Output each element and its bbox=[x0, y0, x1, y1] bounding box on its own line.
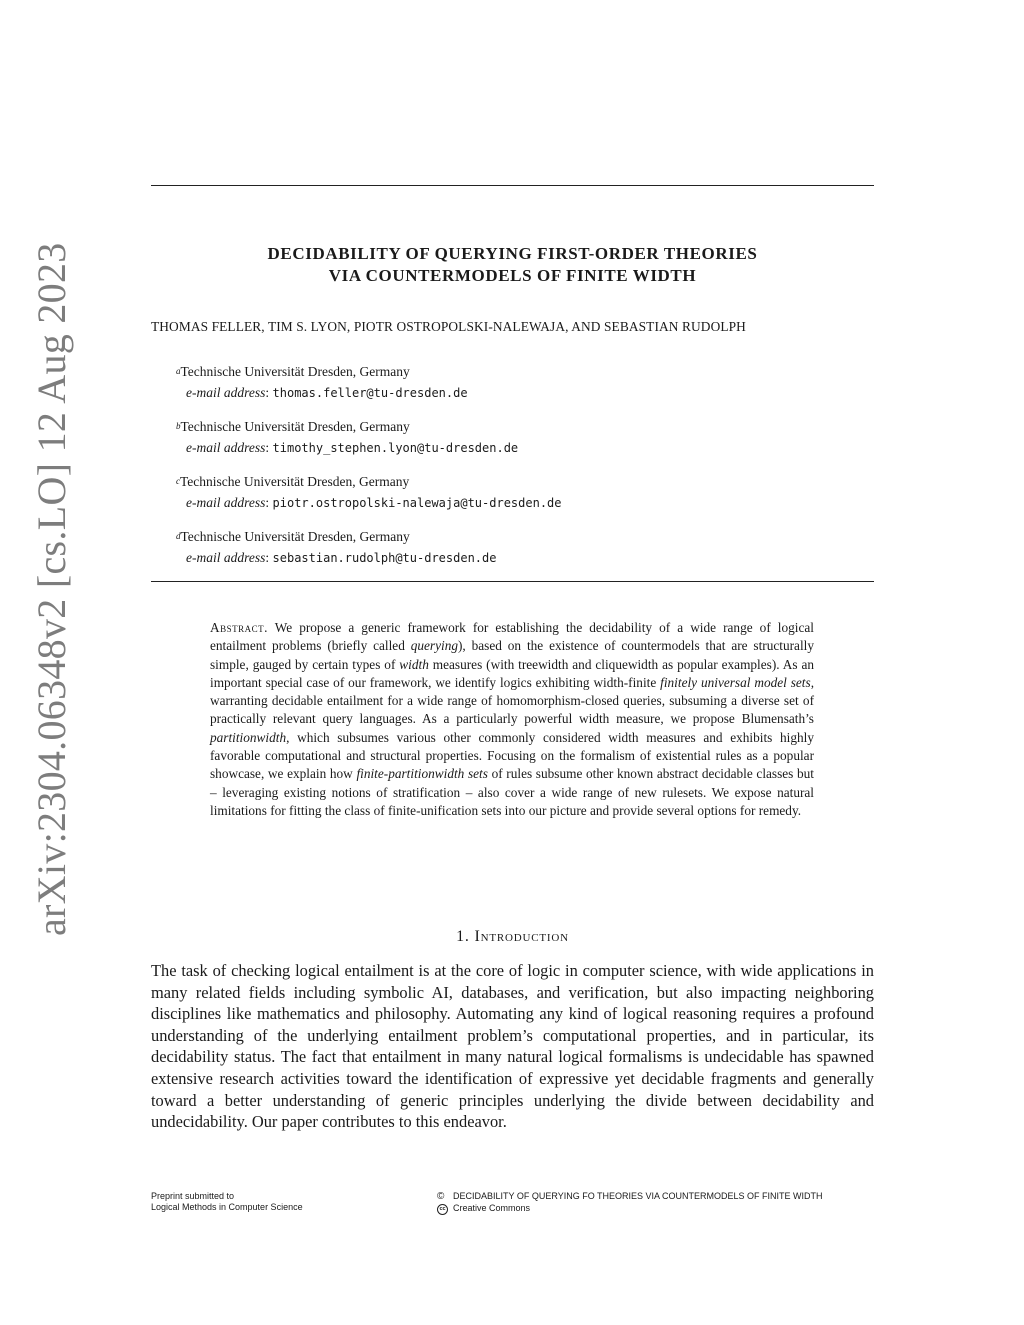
email-label: e-mail address bbox=[186, 440, 266, 455]
footer-license bbox=[437, 1191, 823, 1215]
section-heading-introduction: 1. Introduction bbox=[456, 928, 569, 945]
author-list: THOMAS FELLER, TIM S. LYON, PIOTR OSTROPOLSKI-NALEWAJA, AND SEBASTIAN RUDOLPH bbox=[151, 319, 746, 334]
paper-title bbox=[151, 243, 874, 287]
abstract-text: , warranting decidable entailment for a wide range of homomorphism-closed queries, subsuming a diverse set of practically relevant query languages. As a particularly powerful width measure, we propose Blumensath’s bbox=[210, 674, 815, 727]
affiliation-d: $^d$Technische Universität Dresden, Germany e-mail address: sebastian.rudolph@tu-dresden.de bbox=[176, 529, 497, 565]
abstract-emphasis: finitely universal model sets bbox=[660, 674, 811, 690]
abstract-emphasis: querying bbox=[410, 638, 458, 654]
title-line-1: DECIDABILITY OF QUERYING FIRST-ORDER THEORIES bbox=[267, 244, 758, 263]
affiliation-institution: Technische Universität Dresden, Germany bbox=[180, 474, 410, 489]
affiliation-institution: Technische Universität Dresden, Germany bbox=[180, 419, 410, 434]
footer-license-name[interactable]: Creative Commons bbox=[453, 1203, 531, 1213]
affiliation-b: $^b$Technische Universität Dresden, Germany e-mail address: timothy_stephen.lyon@tu-dresden.de bbox=[176, 419, 519, 455]
abstract bbox=[210, 619, 814, 820]
email-address[interactable]: sebastian.rudolph@tu-dresden.de bbox=[272, 551, 497, 565]
footer-preprint-note: Preprint submitted to bbox=[151, 1191, 235, 1201]
affiliation-mark: a bbox=[176, 366, 181, 376]
abstract-text: , which subsumes various other commonly considered width measures and exhibits highly favorable computational and structural properties. Focusing on the formalism of existential rules as a popular showcase, we explain how bbox=[210, 729, 814, 782]
abstract-text: of rules subsume other known abstract decidable classes but – leveraging existing notions of stratification – also cover a wide range of new rulesets. We expose natural limitations for fitting the class of finite-unification sets into our picture and provide several options for remedy. bbox=[210, 766, 815, 818]
affiliation-mark: b bbox=[176, 421, 181, 431]
affiliation-rule bbox=[151, 581, 874, 582]
abstract-text: ), based on the existence of countermodels that are structurally simple, gauged by certain types of bbox=[210, 638, 814, 672]
email-address[interactable]: piotr.ostropolski-nalewaja@tu-dresden.de bbox=[272, 496, 562, 510]
abstract-text: We propose a generic framework for establishing the decidability of a wide range of logical entailment problems (briefly called bbox=[210, 620, 814, 654]
affiliation-mark: c bbox=[176, 476, 180, 486]
footer-short-title: DECIDABILITY OF QUERYING FO THEORIES VIA COUNTERMODELS OF FINITE WIDTH bbox=[453, 1191, 823, 1201]
email-address[interactable]: thomas.feller@tu-dresden.de bbox=[272, 386, 468, 400]
abstract-emphasis: partitionwidth bbox=[210, 729, 287, 745]
email-address[interactable]: timothy_stephen.lyon@tu-dresden.de bbox=[272, 441, 519, 455]
top-rule bbox=[151, 185, 874, 186]
affiliation-institution: Technische Universität Dresden, Germany bbox=[180, 364, 410, 379]
affiliation-a: $^a$Technische Universität Dresden, Germany e-mail address: thomas.feller@tu-dresden.de bbox=[176, 364, 468, 400]
abstract-emphasis: finite-partitionwidth sets bbox=[356, 766, 488, 782]
footer-venue bbox=[151, 1191, 303, 1213]
copyright-icon: © bbox=[437, 1191, 445, 1202]
introduction-paragraph: The task of checking logical entailment is at the core of logic in computer science, with wide applications in many related fields including symbolic AI, databases, and verification, but also impacting neighboring disciplines like mathematics and philosophy. Automating any kind of logical reasoning requires a profound understanding of the underlying entailment problem’s computational properties, and in particular, its decidability status. The fact that entailment in many natural logical formalisms is undecidable has spawned extensive research activities toward the identification of expressive yet decidable fragments and generally toward a better understanding of generic principles underlying the divide between decidability and undecidability. Our paper contributes to this endeavor. bbox=[151, 961, 874, 1132]
abstract-emphasis: width bbox=[399, 656, 429, 672]
email-label: e-mail address bbox=[186, 550, 266, 565]
footer-journal: Logical Methods in Computer Science bbox=[151, 1202, 303, 1212]
email-label: e-mail address bbox=[186, 385, 266, 400]
affiliation-institution: Technische Universität Dresden, Germany bbox=[180, 529, 410, 544]
creative-commons-icon: cc bbox=[437, 1204, 448, 1215]
affiliation-c: $^c$Technische Universität Dresden, Germany e-mail address: piotr.ostropolski-nalewaja@tu-dresden.de bbox=[176, 474, 562, 510]
title-line-2: VIA COUNTERMODELS OF FINITE WIDTH bbox=[328, 266, 697, 285]
abstract-label: Abstract. bbox=[210, 620, 268, 635]
arxiv-identifier: arXiv:2304.06348v2 [cs.LO] 12 Aug 2023 bbox=[29, 242, 74, 936]
affiliation-mark: d bbox=[176, 531, 181, 541]
abstract-text: measures (with treewidth and cliquewidth as popular examples). As an important special case of our framework, we identify logics exhibiting width-finite bbox=[210, 656, 815, 690]
email-label: e-mail address bbox=[186, 495, 266, 510]
